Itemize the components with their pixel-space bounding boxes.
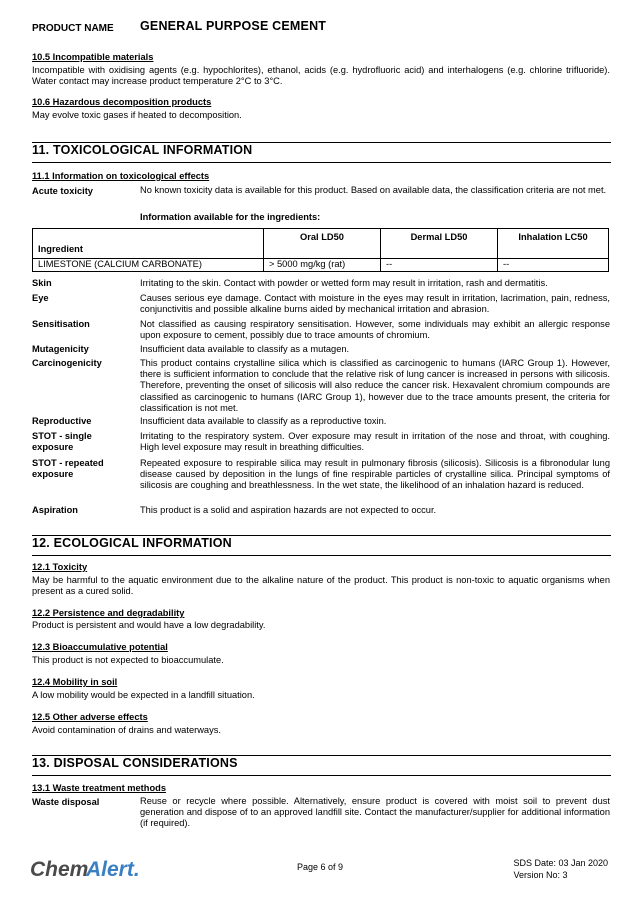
skin-label: Skin bbox=[32, 278, 52, 288]
persistence-text: Product is persistent and would have a low degradability. bbox=[32, 620, 266, 630]
section-divider bbox=[32, 775, 611, 776]
subsection-title-12-3: 12.3 Bioaccumulative potential bbox=[32, 642, 168, 652]
eye-label: Eye bbox=[32, 293, 49, 303]
carcinogenicity-text: This product contains crystalline silica which is classified as carcinogenic to humans (IARC Group 1). However, there is sufficient information to conclude that the relative risk of lung cancer is increased in persons with silicosis. Therefore, preventing the onset of silicosis will also reduce the cancer risk. Hexavalent chromium compounds are classified as carcinogenic to humans (IARC Group 1), however due to the trace amounts present, the criteria for classification is not met. bbox=[140, 358, 610, 413]
product-name-value: GENERAL PURPOSE CEMENT bbox=[140, 19, 327, 33]
stot-single-label: STOT - single exposure bbox=[32, 431, 92, 453]
other-effects-text: Avoid contamination of drains and waterways. bbox=[32, 725, 221, 735]
reproductive-text: Insufficient data available to classify as a reproductive toxin. bbox=[140, 416, 387, 426]
subsection-title-12-2: 12.2 Persistence and degradability bbox=[32, 608, 185, 618]
bioaccumulative-text: This product is not expected to bioaccumulate. bbox=[32, 655, 224, 665]
waste-disposal-label: Waste disposal bbox=[32, 797, 100, 807]
stot-single-text: Irritating to the respiratory system. Over exposure may result in irritation of the nose and throat, with coughing. High level exposure may result in breathing difficulties. bbox=[140, 431, 610, 453]
page-number: Page 6 of 9 bbox=[297, 862, 344, 872]
section-title-13: 13. DISPOSAL CONSIDERATIONS bbox=[32, 756, 238, 770]
stot-repeated-text: Repeated exposure to respirable silica may result in pulmonary fibrosis (silicosis). Silicosis is a fibronodular lung disease caused by deposition in the lungs of fine respirable particles of crystalline silica. Principal symptoms of silicosis are coughing and breathlessness. In the wet state, the likelihood of an inhalation hazard is reduced. bbox=[140, 458, 610, 491]
table-row bbox=[33, 259, 609, 272]
svg-text:Chem: Chem bbox=[30, 858, 89, 881]
mutagenicity-label: Mutagenicity bbox=[32, 344, 89, 354]
ingredients-table bbox=[32, 228, 609, 272]
table-header-cell: Inhalation LC50 bbox=[498, 229, 609, 259]
subsection-title-11-1: 11.1 Information on toxicological effects bbox=[32, 171, 210, 181]
table-cell: -- bbox=[498, 259, 609, 272]
toxicity-text: May be harmful to the aquatic environment due to the alkaline nature of the product. This product is non-toxic to aquatic organisms when present as a cured solid. bbox=[32, 575, 610, 597]
skin-text: Irritating to the skin. Contact with powder or wetted form may result in irritation, rash and dermatitis. bbox=[140, 278, 548, 288]
table-cell: > 5000 mg/kg (rat) bbox=[264, 259, 381, 272]
aspiration-label: Aspiration bbox=[32, 505, 78, 515]
subsection-title-10-6: 10.6 Hazardous decomposition products bbox=[32, 97, 212, 107]
table-cell: -- bbox=[381, 259, 498, 272]
section-divider bbox=[32, 162, 611, 163]
chemalert-logo-icon bbox=[30, 855, 150, 883]
reproductive-label: Reproductive bbox=[32, 416, 92, 426]
section-title-12: 12. ECOLOGICAL INFORMATION bbox=[32, 536, 232, 550]
svg-text:Alert.: Alert. bbox=[86, 858, 140, 881]
subsection-title-12-1: 12.1 Toxicity bbox=[32, 562, 88, 572]
table-header-cell: Oral LD50 bbox=[264, 229, 381, 259]
acute-toxicity-label: Acute toxicity bbox=[32, 186, 93, 196]
product-name-label: PRODUCT NAME bbox=[32, 23, 114, 34]
aspiration-text: This product is a solid and aspiration hazards are not expected to occur. bbox=[140, 505, 437, 515]
eye-text: Causes serious eye damage. Contact with moisture in the eyes may result in irritation, lacrimation, pain, redness, conjunctivitis and possible alkaline burns aided by mechanical irritation and abrasion. bbox=[140, 293, 610, 315]
subsection-title-10-5: 10.5 Incompatible materials bbox=[32, 52, 154, 62]
waste-disposal-text: Reuse or recycle where possible. Alternatively, ensure product is covered with moist soil to prevent dust generation and dispose of to an approved landfill site. Contact the manufacturer/supplier for additional information (if required). bbox=[140, 796, 610, 829]
carcinogenicity-label: Carcinogenicity bbox=[32, 358, 102, 368]
subsection-title-13-1: 13.1 Waste treatment methods bbox=[32, 783, 166, 793]
incompatible-materials-text: Incompatible with oxidising agents (e.g. hypochlorites), ethanol, acids (e.g. hydrofluoric acid) and interhalogens (e.g. chlorine trifluoride). Water contact may increase product temperature 2°C to 3°C. bbox=[32, 65, 610, 87]
subsection-title-12-4: 12.4 Mobility in soil bbox=[32, 677, 118, 687]
acute-toxicity-text: No known toxicity data is available for this product. Based on available data, the classification criteria are not met. bbox=[140, 185, 607, 195]
table-header-row bbox=[33, 229, 609, 259]
mobility-text: A low mobility would be expected in a landfill situation. bbox=[32, 690, 255, 700]
sensitisation-text: Not classified as causing respiratory sensitisation. However, some individuals may exhibit an allergic response upon exposure to cement, possibly due to trace amounts of chromium. bbox=[140, 319, 610, 341]
version-number: Version No: 3 bbox=[513, 870, 568, 880]
section-divider bbox=[32, 555, 611, 556]
mutagenicity-text: Insufficient data available to classify as a mutagen. bbox=[140, 344, 350, 354]
table-header-cell: Dermal LD50 bbox=[381, 229, 498, 259]
table-header-cell: Ingredient bbox=[33, 229, 264, 259]
section-title-11: 11. TOXICOLOGICAL INFORMATION bbox=[32, 143, 253, 157]
stot-repeated-label: STOT - repeated exposure bbox=[32, 458, 104, 480]
ingredients-heading: Information available for the ingredients: bbox=[140, 212, 321, 222]
table-cell: LIMESTONE (CALCIUM CARBONATE) bbox=[33, 259, 264, 272]
chemalert-logo bbox=[30, 855, 150, 886]
sds-info bbox=[513, 857, 608, 881]
subsection-title-12-5: 12.5 Other adverse effects bbox=[32, 712, 148, 722]
sds-date: SDS Date: 03 Jan 2020 bbox=[513, 858, 608, 868]
decomposition-text: May evolve toxic gases if heated to decomposition. bbox=[32, 110, 242, 120]
sensitisation-label: Sensitisation bbox=[32, 319, 90, 329]
